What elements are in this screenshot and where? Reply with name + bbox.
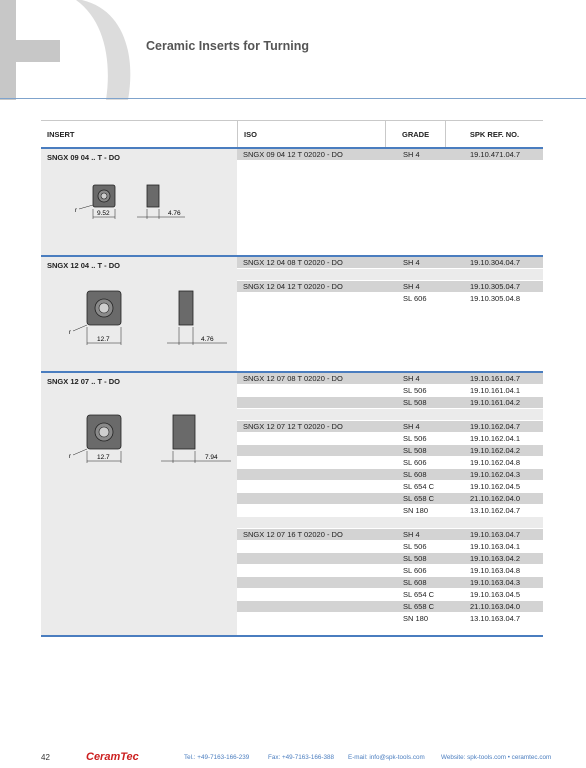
grade: SH 4 (403, 282, 420, 291)
grade: SL 508 (403, 554, 427, 563)
product-table (41, 120, 543, 637)
ref-number: 19.10.471.04.7 (470, 150, 521, 159)
thickness-dimension: 4.76 (168, 210, 181, 217)
corner-radius-label: r (69, 330, 71, 336)
table-row (237, 505, 543, 517)
ref-number: 19.10.161.04.1 (470, 386, 521, 395)
grade: SH 4 (403, 150, 420, 159)
insert-side-view (179, 291, 193, 325)
spacer-row (237, 517, 543, 529)
grade: SN 180 (403, 506, 429, 515)
insert-drawing (71, 175, 231, 235)
grade: SL 606 (403, 294, 427, 303)
table-row (237, 421, 543, 433)
section-drawing-panel (41, 257, 237, 371)
section-rows (237, 149, 543, 255)
spacer-row (237, 409, 543, 421)
ref-number: 19.10.161.04.7 (470, 374, 521, 383)
footer-phone: Tel.: +49-7163-166-239 (184, 754, 250, 761)
table-row (237, 481, 543, 493)
insert-name: SNGX 09 04 .. T - DO (47, 153, 120, 162)
section-sngx-0904 (41, 149, 543, 257)
section-sngx-1207 (41, 373, 543, 637)
brand-logo: CeramTec (86, 751, 139, 763)
width-dimension: 12.7 (97, 336, 110, 343)
ref-number: 19.10.162.04.2 (470, 446, 521, 455)
iso-code: SNGX 09 04 12 T 02020 - DO (243, 150, 343, 159)
ref-number: 19.10.162.04.1 (470, 434, 521, 443)
table-row (237, 385, 543, 397)
page-number: 42 (41, 753, 50, 762)
width-dimension: 9.52 (97, 210, 110, 217)
footer-email[interactable]: E-mail: info@spk-tools.com (348, 754, 425, 761)
spacer-row (237, 269, 543, 281)
table-row (237, 493, 543, 505)
ref-number: 13.10.162.04.7 (470, 506, 521, 515)
header-rule (0, 98, 586, 99)
grade: SL 608 (403, 470, 427, 479)
ref-number: 19.10.163.04.1 (470, 542, 521, 551)
table-row (237, 601, 543, 613)
page-title: Ceramic Inserts for Turning (146, 39, 309, 53)
grade: SL 654 C (403, 482, 434, 491)
insert-hole-inner (99, 427, 109, 437)
insert-drawing (55, 411, 235, 471)
ref-number: 19.10.162.04.5 (470, 482, 521, 491)
ref-number: 19.10.305.04.8 (470, 294, 521, 303)
grade: SH 4 (403, 258, 420, 267)
table-header (41, 120, 543, 149)
section-sngx-1204 (41, 257, 543, 373)
table-row (237, 553, 543, 565)
grade: SH 4 (403, 530, 420, 539)
table-row (237, 541, 543, 553)
grade: SL 658 C (403, 602, 434, 611)
section-rows (237, 373, 543, 635)
section-drawing-panel (41, 149, 237, 255)
insert-hole-inner (101, 193, 107, 199)
ref-number: 13.10.163.04.7 (470, 614, 521, 623)
footer-fax: Fax: +49-7163-166-388 (268, 754, 334, 761)
ref-number: 19.10.161.04.2 (470, 398, 521, 407)
grade: SL 508 (403, 446, 427, 455)
table-row (237, 293, 543, 305)
width-dimension: 12.7 (97, 454, 110, 461)
thickness-dimension: 7.94 (205, 454, 218, 461)
grade: SL 606 (403, 458, 427, 467)
table-row (237, 577, 543, 589)
iso-code: SNGX 12 04 12 T 02020 - DO (243, 282, 343, 291)
ref-number: 19.10.163.04.8 (470, 566, 521, 575)
grade: SL 508 (403, 398, 427, 407)
grade: SL 506 (403, 542, 427, 551)
iso-code: SNGX 12 04 08 T 02020 - DO (243, 258, 343, 267)
header-ref: SPK REF. NO. (445, 121, 543, 147)
grade: SH 4 (403, 422, 420, 431)
iso-code: SNGX 12 07 16 T 02020 - DO (243, 530, 343, 539)
header-grade: GRADE (385, 121, 445, 147)
insert-drawing (55, 285, 235, 359)
table-row (237, 613, 543, 625)
grade: SL 654 C (403, 590, 434, 599)
insert-side-view (147, 185, 159, 207)
table-row (237, 433, 543, 445)
ref-number: 19.10.163.04.7 (470, 530, 521, 539)
section-drawing-panel (41, 373, 237, 635)
table-row (237, 445, 543, 457)
corner-radius-label: r (69, 454, 71, 460)
thickness-dimension: 4.76 (201, 336, 214, 343)
ref-number: 19.10.162.04.7 (470, 422, 521, 431)
table-row (237, 469, 543, 481)
table-row (237, 149, 543, 161)
grade: SH 4 (403, 374, 420, 383)
ref-number: 21.10.163.04.0 (470, 602, 521, 611)
table-row (237, 589, 543, 601)
ref-number: 19.10.162.04.3 (470, 470, 521, 479)
iso-code: SNGX 12 07 08 T 02020 - DO (243, 374, 343, 383)
table-row (237, 457, 543, 469)
ref-number: 19.10.305.04.7 (470, 282, 521, 291)
ref-number: 19.10.304.04.7 (470, 258, 521, 267)
grade: SL 658 C (403, 494, 434, 503)
footer-website[interactable]: Website: spk-tools.com • ceramtec.com (441, 754, 552, 761)
grade: SL 606 (403, 566, 427, 575)
ref-number: 19.10.163.04.2 (470, 554, 521, 563)
ref-number: 21.10.162.04.0 (470, 494, 521, 503)
iso-code: SNGX 12 07 12 T 02020 - DO (243, 422, 343, 431)
insert-hole-inner (99, 303, 109, 313)
table-row (237, 257, 543, 269)
insert-side-view (173, 415, 195, 449)
page-footer (0, 752, 586, 766)
table-row (237, 281, 543, 293)
ref-number: 19.10.163.04.5 (470, 590, 521, 599)
table-row (237, 373, 543, 385)
table-row (237, 397, 543, 409)
grade: SL 608 (403, 578, 427, 587)
table-row (237, 565, 543, 577)
ref-number: 19.10.163.04.3 (470, 578, 521, 587)
ref-number: 19.10.162.04.8 (470, 458, 521, 467)
corner-radius-label: r (75, 208, 77, 214)
brand-logo-shape (0, 0, 140, 100)
grade: SL 506 (403, 386, 427, 395)
insert-name: SNGX 12 04 .. T - DO (47, 261, 120, 270)
grade: SN 180 (403, 614, 429, 623)
insert-name: SNGX 12 07 .. T - DO (47, 377, 120, 386)
section-rows (237, 257, 543, 371)
header-insert: INSERT (47, 129, 75, 139)
table-row (237, 529, 543, 541)
header-iso: ISO (237, 121, 385, 147)
grade: SL 506 (403, 434, 427, 443)
